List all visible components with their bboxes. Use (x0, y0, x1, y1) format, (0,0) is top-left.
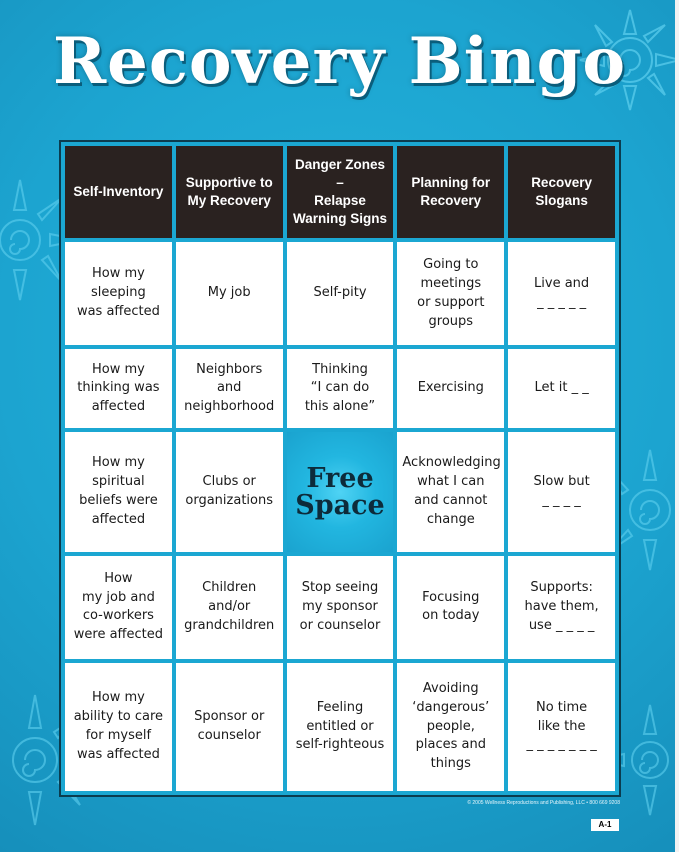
bingo-grid (59, 140, 621, 797)
bingo-cell: Exercising (397, 349, 504, 428)
free-space-cell (287, 432, 394, 551)
bingo-cell: Sponsor or counselor (176, 663, 283, 791)
table-row (65, 349, 615, 428)
bingo-cell: No time like the _ _ _ _ _ _ _ (508, 663, 615, 791)
column-header: Planning for Recovery (397, 146, 504, 238)
page-edge (675, 0, 679, 852)
page-code-badge: A-1 (591, 819, 619, 831)
table-row (65, 663, 615, 791)
header-row (65, 146, 615, 238)
bingo-cell: Supports: have them, use _ _ _ _ (508, 556, 615, 659)
bingo-table (61, 142, 619, 795)
bingo-cell: Self-pity (287, 242, 394, 345)
table-row (65, 556, 615, 659)
copyright-notice: © 2005 Wellness Reproductions and Publishing, LLC • 800 669 9208 (467, 800, 620, 806)
bingo-cell: Acknowledging what I can and cannot change (397, 432, 504, 551)
bingo-cell: How my sleeping was affected (65, 242, 172, 345)
table-row (65, 242, 615, 345)
bingo-cell: Focusing on today (397, 556, 504, 659)
bingo-cell: Clubs or organizations (176, 432, 283, 551)
free-space-label: Free Space (295, 462, 385, 521)
table-row (65, 432, 615, 551)
page-title: Recovery Bingo (52, 24, 627, 99)
bingo-cell: Slow but _ _ _ _ (508, 432, 615, 551)
bingo-cell: How my thinking was affected (65, 349, 172, 428)
column-header: Supportive to My Recovery (176, 146, 283, 238)
bingo-cell: How my job and co-workers were affected (65, 556, 172, 659)
column-header: Self-Inventory (65, 146, 172, 238)
bingo-cell: My job (176, 242, 283, 345)
column-header: Recovery Slogans (508, 146, 615, 238)
column-header: Danger Zones – Relapse Warning Signs (287, 146, 394, 238)
bingo-cell: Live and _ _ _ _ _ (508, 242, 615, 345)
bingo-cell: Children and/or grandchildren (176, 556, 283, 659)
bingo-cell: Avoiding ‘dangerous’ people, places and things (397, 663, 504, 791)
bingo-cell: Going to meetings or support groups (397, 242, 504, 345)
bingo-cell: Thinking “I can do this alone” (287, 349, 394, 428)
bingo-cell: Let it _ _ (508, 349, 615, 428)
bingo-cell: How my spiritual beliefs were affected (65, 432, 172, 551)
bingo-cell: Feeling entitled or self-righteous (287, 663, 394, 791)
bingo-cell: Stop seeing my sponsor or counselor (287, 556, 394, 659)
bingo-cell: Neighbors and neighborhood (176, 349, 283, 428)
bingo-cell: How my ability to care for myself was affected (65, 663, 172, 791)
